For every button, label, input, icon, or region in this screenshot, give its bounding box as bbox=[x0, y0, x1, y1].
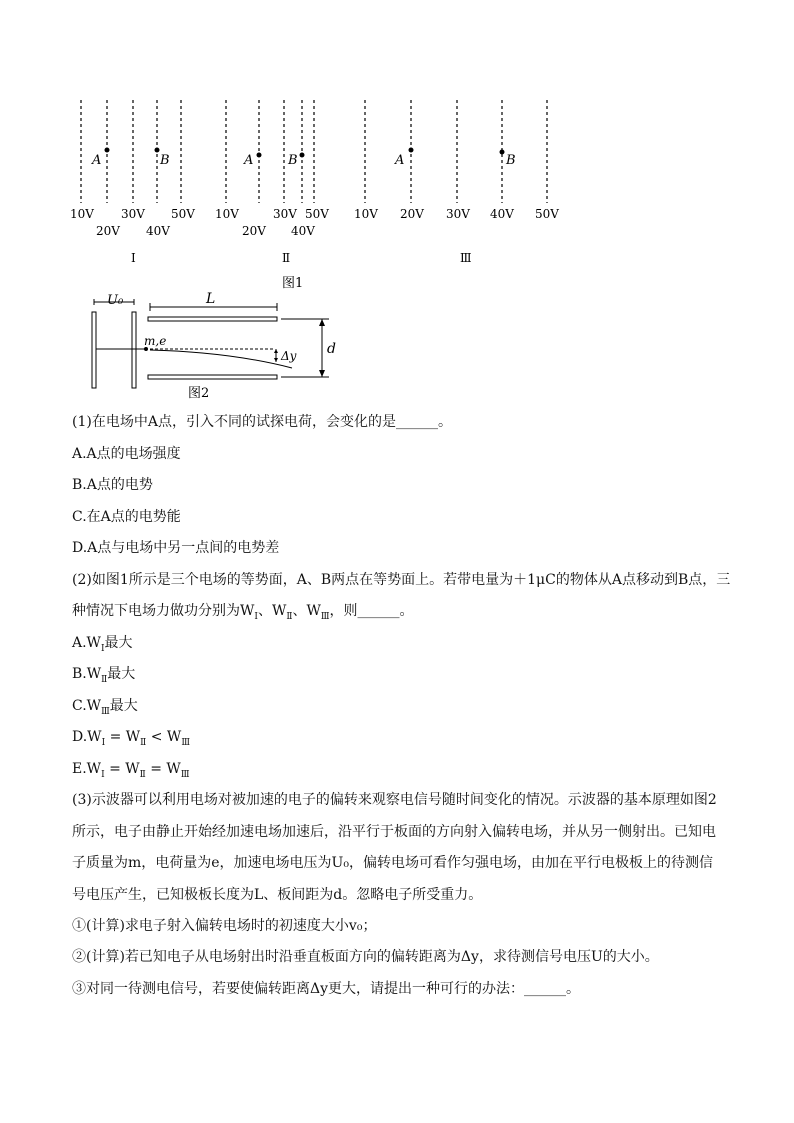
q3-para-line2: 所示，电子由静止开始经加速电场加速后，沿平行于板面的方向射入偏转电场，并从另一侧射出。已知电 bbox=[72, 824, 716, 840]
accel-plate-left bbox=[92, 312, 96, 388]
deflect-plate-bottom bbox=[148, 375, 277, 379]
q1-option-c: C.在A点的电势能 bbox=[72, 509, 181, 525]
q2-stem-line1: (2)如图1所示是三个电场的等势面，A、B两点在等势面上。若带电量为＋1μC的物体从A点移动到B点，三 bbox=[72, 572, 731, 588]
point-b-dot-2 bbox=[300, 153, 305, 158]
volt-label: 30V bbox=[446, 207, 470, 221]
q3-para-line1: (3)示波器可以利用电场对被加速的电子的偏转来观察电信号随时间变化的情况。示波器的基本原理如图2 bbox=[72, 792, 717, 808]
q1-option-b: B.A点的电势 bbox=[72, 477, 153, 493]
accel-plate-right bbox=[132, 312, 136, 388]
q3-subq-3: ③对同一待测电信号，若要使偏转距离Δy更大，请提出一种可行的办法：______。 bbox=[72, 981, 581, 997]
volt-label: 20V bbox=[400, 207, 424, 221]
volt-label: 30V bbox=[273, 207, 297, 221]
figure2-caption: 图2 bbox=[188, 386, 210, 401]
volt-label: 20V bbox=[242, 224, 266, 238]
volt-label: 10V bbox=[215, 207, 239, 221]
volt-label: 50V bbox=[305, 207, 329, 221]
point-b-dot-1 bbox=[155, 148, 160, 153]
point-a-dot-1 bbox=[105, 148, 110, 153]
deflect-plate-top bbox=[148, 317, 277, 321]
volt-label: 30V bbox=[121, 207, 145, 221]
point-a-dot-3 bbox=[409, 148, 414, 153]
q2-option-a: $A.W_Ⅰ$最大 bbox=[72, 635, 133, 654]
label-b-3: B bbox=[506, 153, 516, 168]
q1-option-d: D.A点与电场中另一点间的电势差 bbox=[72, 540, 280, 556]
volt-label: 50V bbox=[535, 207, 559, 221]
q3-subq-2: ②(计算)若已知电子从电场射出时沿垂直板面方向的偏转距离为Δy，求待测信号电压U的大小。 bbox=[72, 949, 659, 965]
figure1-caption: 图1 bbox=[282, 276, 304, 291]
fig2-l: L bbox=[206, 291, 216, 307]
fig2-me: m,e bbox=[144, 334, 167, 348]
q2-option-c: $C.W_Ⅲ$最大 bbox=[72, 698, 138, 717]
q3-para-line3: 子质量为m，电荷量为e，加速电场电压为U₀，偏转电场可看作匀强电场，由加在平行电极板上的待测信 bbox=[72, 855, 713, 871]
volt-label: 40V bbox=[291, 224, 315, 238]
panel-label-1: Ⅰ bbox=[131, 251, 136, 265]
volt-label: 10V bbox=[70, 207, 94, 221]
point-a-dot-2 bbox=[257, 153, 262, 158]
label-a-3: A bbox=[395, 153, 405, 168]
volt-label: 20V bbox=[96, 224, 120, 238]
q1-stem: (1)在电场中A点，引入不同的试探电荷，会变化的是______。 bbox=[72, 414, 452, 430]
panel-label-3: Ⅲ bbox=[460, 251, 472, 265]
q2-option-b: $B.W_Ⅱ$最大 bbox=[72, 666, 136, 685]
q3-para-line4: 号电压产生，已知极板长度为L、板间距为d。忽略电子所受重力。 bbox=[72, 887, 483, 903]
label-b-1: B bbox=[160, 153, 170, 168]
volt-label: 40V bbox=[490, 207, 514, 221]
volt-label: 50V bbox=[171, 207, 195, 221]
point-b-dot-3 bbox=[500, 150, 505, 155]
label-a-2: A bbox=[244, 153, 254, 168]
fig2-u0: U₀ bbox=[107, 293, 124, 308]
fig2-dy: Δy bbox=[281, 349, 297, 363]
figures bbox=[0, 0, 794, 420]
volt-label: 10V bbox=[354, 207, 378, 221]
q3-subq-1: ①(计算)求电子射入偏转电场时的初速度大小v₀； bbox=[72, 918, 377, 934]
q2-option-d: $D.W_Ⅰ = W_Ⅱ < W_Ⅲ$ bbox=[72, 729, 191, 748]
q2-option-e: $E.W_Ⅰ = W_Ⅱ = W_Ⅲ$ bbox=[72, 761, 190, 780]
label-b-2: B bbox=[288, 153, 298, 168]
panel-label-2: Ⅱ bbox=[282, 251, 291, 265]
fig2-d: d bbox=[327, 341, 336, 357]
label-a-1: A bbox=[92, 153, 102, 168]
q1-option-a: A.A点的电场强度 bbox=[72, 446, 181, 462]
q2-stem-line2: 种情况下电场力做功分别为$W_Ⅰ$、$W_Ⅱ$、$W_Ⅲ$，则______。 bbox=[72, 603, 414, 622]
volt-label: 40V bbox=[146, 224, 170, 238]
